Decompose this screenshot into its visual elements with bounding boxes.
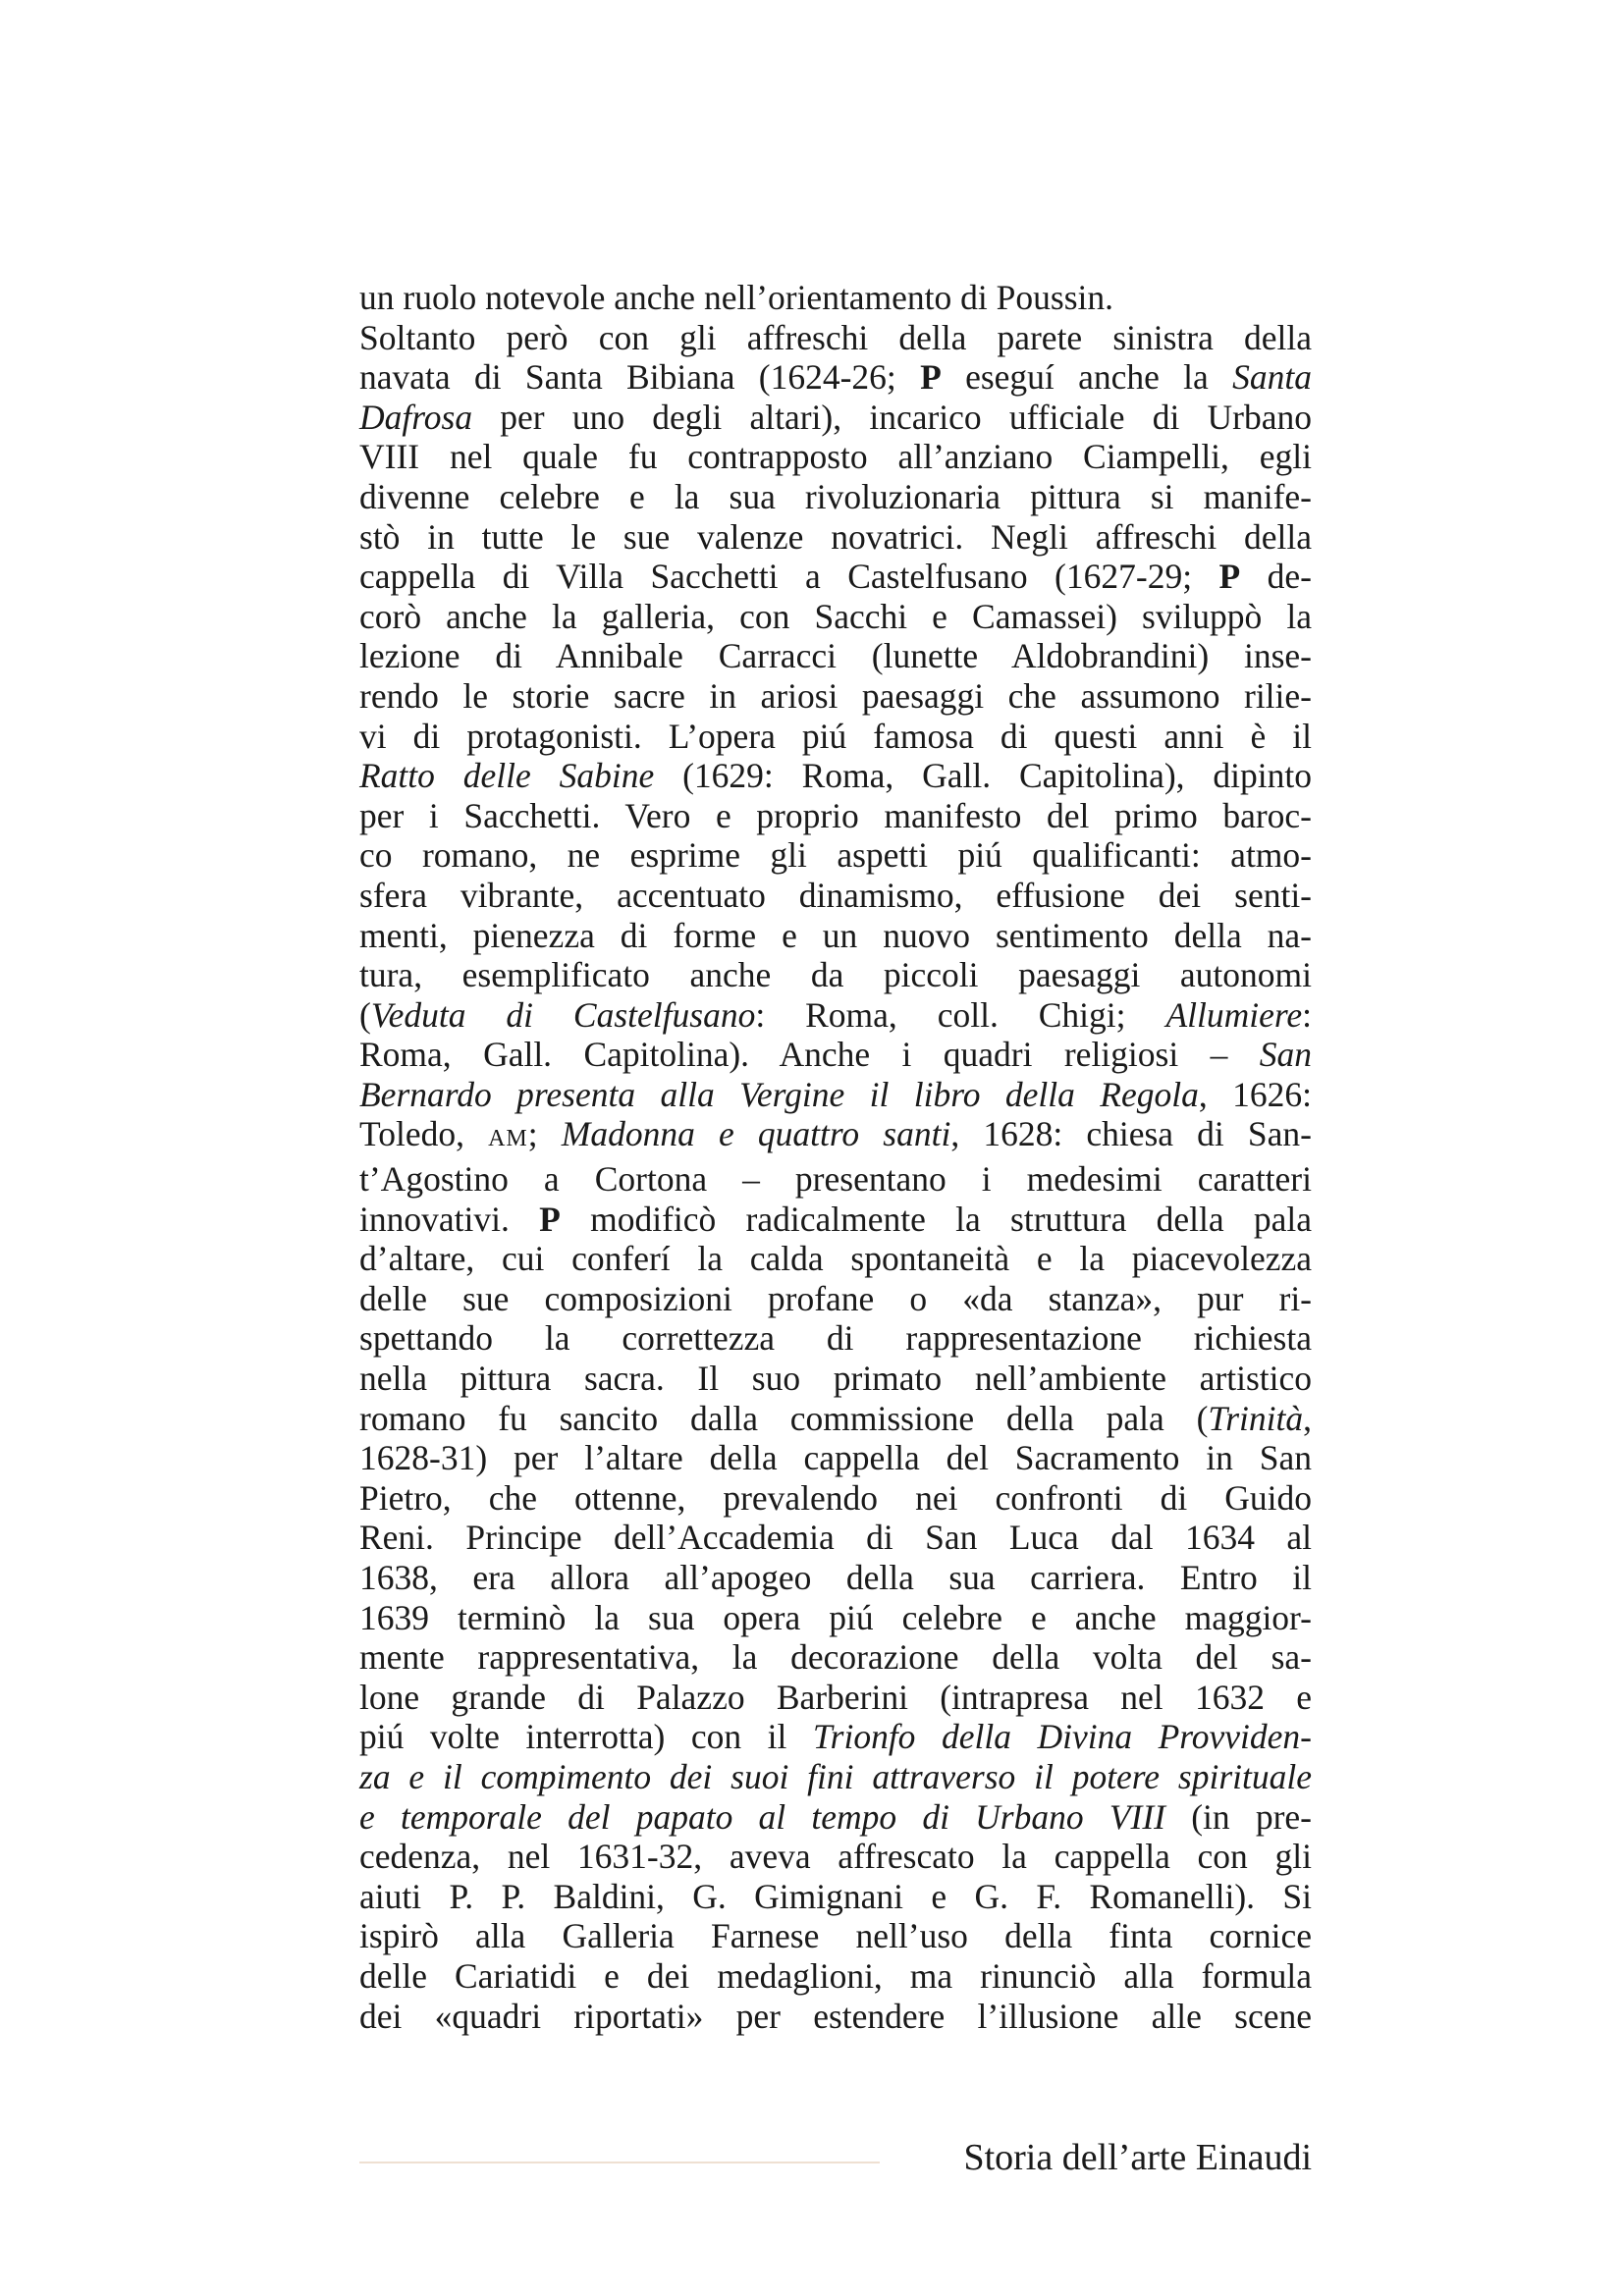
text-span: ; xyxy=(527,1114,562,1154)
text-span: un ruolo notevole anche nell’orientamento di Poussin. xyxy=(359,278,1114,317)
italic-text: Ratto delle Sabine xyxy=(359,756,655,796)
text-line xyxy=(359,1239,1312,1279)
text-span: sfera vibrante, accentuato dinamismo, effusione dei senti- xyxy=(359,875,1312,915)
text-span: ispirò alla Galleria Farnese nell’uso della finta cornice xyxy=(359,1916,1312,1956)
text-span: per i Sacchetti. Vero e proprio manifesto del primo baroc- xyxy=(359,795,1312,835)
text-line xyxy=(359,756,1312,796)
text-span: (in pre- xyxy=(1164,1796,1312,1837)
text-span: de- xyxy=(1240,557,1312,597)
body-text xyxy=(359,278,1312,2036)
text-span: lone grande di Palazzo Barberini (intrapresa nel 1632 e xyxy=(359,1677,1312,1717)
bold-initial: P xyxy=(539,1199,561,1239)
text-line xyxy=(359,398,1312,438)
text-line xyxy=(359,357,1312,398)
text-span: 1639 terminò la sua opera piú celebre e anche maggior- xyxy=(359,1597,1312,1637)
text-line xyxy=(359,1678,1312,1718)
italic-text: Veduta di Castelfusano xyxy=(370,994,756,1035)
text-line xyxy=(359,1916,1312,1956)
text-span: d’altare, cui conferí la calda spontaneità e la piacevolezza xyxy=(359,1239,1312,1279)
text-span: navata di Santa Bibiana (1624-26; xyxy=(359,357,921,398)
text-line xyxy=(359,1159,1312,1200)
text-span: ( xyxy=(359,994,371,1035)
text-line xyxy=(359,916,1312,956)
text-line xyxy=(359,1757,1312,1797)
text-span: stò in tutte le sue valenze novatrici. Negli affreschi della xyxy=(359,516,1312,557)
text-line xyxy=(359,835,1312,876)
text-line xyxy=(359,1637,1312,1678)
italic-text: Bernardo presenta alla Vergine il libro della Regola xyxy=(359,1074,1199,1114)
text-line xyxy=(359,318,1312,358)
text-span: divenne celebre e la sua rivoluzionaria pittura si manife- xyxy=(359,476,1312,516)
text-line xyxy=(359,1997,1312,2037)
text-span: per uno degli altari), incarico ufficiale di Urbano xyxy=(472,397,1312,437)
text-span: Roma, Gall. Capitolina). Anche i quadri religiosi – xyxy=(359,1035,1260,1075)
small-caps-text: AM xyxy=(488,1126,528,1152)
text-line xyxy=(359,1438,1312,1478)
text-line xyxy=(359,597,1312,637)
text-line xyxy=(359,1478,1312,1519)
text-span: tura, esemplificato anche da piccoli paesaggi autonomi xyxy=(359,955,1312,995)
text-span: romano fu sancito dalla commissione della pala ( xyxy=(359,1398,1209,1438)
text-span: , 1626: xyxy=(1198,1074,1312,1114)
text-line xyxy=(359,1797,1312,1838)
text-span: eseguí anche la xyxy=(941,357,1233,398)
italic-text: Dafrosa xyxy=(359,397,473,437)
text-span: VIII nel quale fu contrapposto all’anziano Ciampelli, egli xyxy=(359,437,1312,477)
italic-text: Trinità xyxy=(1208,1398,1304,1438)
text-span: Reni. Principe dell’Accademia di San Luca dal 1634 al xyxy=(359,1518,1312,1558)
text-line xyxy=(359,1399,1312,1439)
text-line xyxy=(359,1717,1312,1757)
text-line xyxy=(359,1598,1312,1638)
text-line xyxy=(359,437,1312,477)
italic-text: San xyxy=(1259,1035,1312,1075)
text-line xyxy=(359,1200,1312,1240)
text-span: , xyxy=(1303,1398,1312,1438)
text-line xyxy=(359,1359,1312,1399)
text-span: dei «quadri riportati» per estendere l’illusione alle scene xyxy=(359,1996,1312,2036)
italic-text: za e il compimento dei suoi fini attraverso il potere spirituale xyxy=(359,1756,1312,1796)
text-span: lezione di Annibale Carracci (lunette Aldobrandini) inse- xyxy=(359,636,1312,676)
footer-publisher-label: Storia dell’arte Einaudi xyxy=(963,2137,1312,2178)
text-span: cedenza, nel 1631-32, aveva affrescato la cappella con gli xyxy=(359,1837,1312,1877)
text-span: 1638, era allora all’apogeo della sua carriera. Entro il xyxy=(359,1558,1312,1597)
text-span: mente rappresentativa, la decorazione della volta del sa- xyxy=(359,1637,1312,1678)
text-line xyxy=(359,796,1312,836)
bold-initial: P xyxy=(920,357,942,398)
text-line xyxy=(359,1279,1312,1319)
text-line xyxy=(359,636,1312,676)
text-line xyxy=(359,1837,1312,1877)
text-line xyxy=(359,1318,1312,1359)
italic-text: Santa xyxy=(1232,357,1312,398)
text-span: Pietro, che ottenne, prevalendo nei confronti di Guido xyxy=(359,1477,1312,1518)
text-line xyxy=(359,1518,1312,1558)
text-line xyxy=(359,876,1312,916)
text-span: delle sue composizioni profane o «da stanza», pur ri- xyxy=(359,1278,1312,1318)
italic-text: Allumiere xyxy=(1165,994,1303,1035)
text-line xyxy=(359,477,1312,517)
text-span: Soltanto però con gli affreschi della parete sinistra della xyxy=(359,317,1312,357)
text-line xyxy=(359,1956,1312,1997)
text-span: Toledo, xyxy=(359,1114,489,1154)
text-line xyxy=(359,1075,1312,1115)
text-line xyxy=(359,557,1312,597)
text-line xyxy=(359,1558,1312,1598)
text-span: t’Agostino a Cortona – presentano i medesimi caratteri xyxy=(359,1159,1312,1200)
text-span: corò anche la galleria, con Sacchi e Camassei) sviluppò la xyxy=(359,596,1312,636)
text-span: cappella di Villa Sacchetti a Castelfusano (1627-29; xyxy=(359,557,1219,597)
text-line xyxy=(359,1877,1312,1917)
footer-rule xyxy=(359,2162,880,2163)
text-line xyxy=(359,1114,1312,1159)
text-line xyxy=(359,995,1312,1036)
text-span: : xyxy=(1302,994,1312,1035)
italic-text: Trionfo della Divina Provviden- xyxy=(812,1717,1312,1757)
text-span: , 1628: chiesa di San- xyxy=(950,1114,1313,1154)
text-span: : Roma, coll. Chigi; xyxy=(755,994,1166,1035)
text-line xyxy=(359,517,1312,558)
text-span: nella pittura sacra. Il suo primato nell’ambiente artistico xyxy=(359,1359,1312,1399)
text-span: vi di protagonisti. L’opera piú famosa di questi anni è il xyxy=(359,716,1312,756)
text-span: innovativi. xyxy=(359,1199,540,1239)
italic-text: Madonna e quattro santi xyxy=(561,1114,951,1154)
text-span: delle Cariatidi e dei medaglioni, ma rinunciò alla formula xyxy=(359,1955,1312,1996)
text-line xyxy=(359,717,1312,757)
text-span: 1628-31) per l’altare della cappella del Sacramento in San xyxy=(359,1438,1312,1478)
text-span: rendo le storie sacre in ariosi paesaggi che assumono rilie- xyxy=(359,675,1312,716)
text-line xyxy=(359,676,1312,717)
text-span: modificò radicalmente la struttura della pala xyxy=(560,1199,1313,1239)
text-line xyxy=(359,1035,1312,1075)
bold-initial: P xyxy=(1218,557,1241,597)
text-span: spettando la correttezza di rappresentazione richiesta xyxy=(359,1318,1312,1359)
text-line xyxy=(359,955,1312,995)
text-span: piú volte interrotta) con il xyxy=(359,1717,813,1757)
text-span: (1629: Roma, Gall. Capitolina), dipinto xyxy=(654,756,1312,796)
text-span: co romano, ne esprime gli aspetti piú qualificanti: atmo- xyxy=(359,835,1312,876)
text-line xyxy=(359,278,1312,318)
text-span: aiuti P. P. Baldini, G. Gimignani e G. F. Romanelli). Si xyxy=(359,1876,1312,1916)
italic-text: e temporale del papato al tempo di Urbano VIII xyxy=(359,1796,1165,1837)
text-span: menti, pienezza di forme e un nuovo sentimento della na- xyxy=(359,915,1312,955)
